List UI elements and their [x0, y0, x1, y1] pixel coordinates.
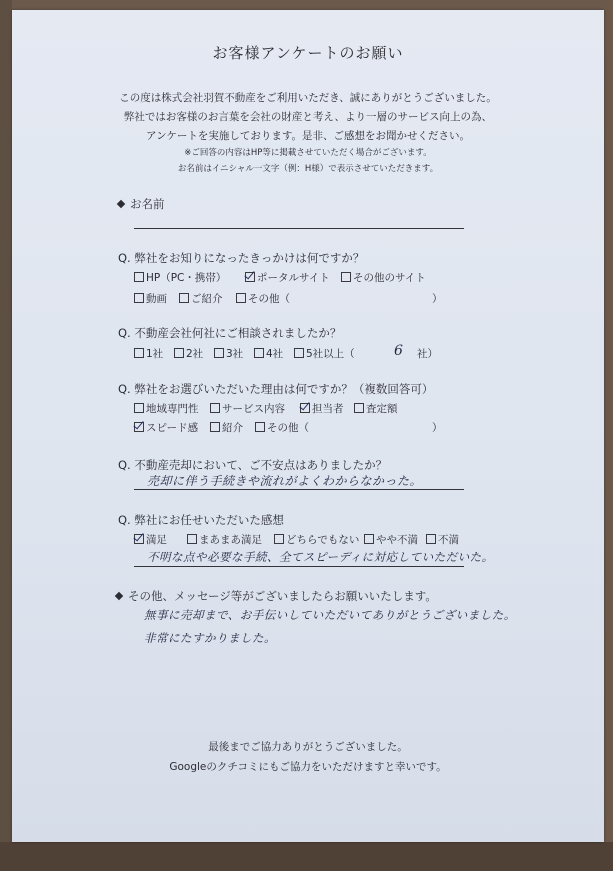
- q3-option-other[interactable]: その他（: [255, 420, 309, 435]
- q2-suffix: 社）: [417, 348, 438, 360]
- checkbox-icon: [364, 534, 374, 544]
- q5-option-satisfied[interactable]: 満足: [134, 532, 167, 547]
- q4-answer-line: [134, 489, 464, 490]
- checkbox-checked-icon: [134, 534, 144, 544]
- checkbox-checked-icon: [300, 403, 310, 413]
- name-label: お名前: [130, 197, 165, 211]
- q3-option-referral[interactable]: 紹介: [210, 420, 243, 435]
- q2-option-1[interactable]: 1社: [134, 346, 163, 361]
- q4-answer[interactable]: 売却に伴う手続きや流れがよくわからなかった。: [147, 474, 423, 488]
- checkbox-icon: [174, 348, 184, 358]
- q2-option-5plus[interactable]: 5社以上（: [294, 346, 355, 361]
- q2-option-4[interactable]: 4社: [254, 346, 283, 361]
- q3-option-local[interactable]: 地域専門性: [134, 401, 199, 416]
- diamond-icon: [117, 200, 125, 208]
- note-line-2: お名前はイニシャル一文字（例：H様）で表示させていただきます。: [177, 164, 439, 174]
- message-line-2[interactable]: 非常にたすかりました。: [144, 631, 276, 645]
- closing-line-1: 最後までご協力ありがとうございました。: [208, 741, 408, 753]
- intro-line-1: この度は株式会社羽賀不動産をご利用いただき、誠にありがとうございました。: [119, 92, 497, 104]
- q3-option-service[interactable]: サービス内容: [210, 401, 285, 416]
- message-line-1[interactable]: 無事に売却まで、お手伝いしていただいてありがとうございました。: [144, 608, 516, 622]
- checkbox-icon: [210, 403, 220, 413]
- q3-option-appraisal[interactable]: 査定額: [354, 401, 398, 416]
- q1-option-other-site[interactable]: その他のサイト: [341, 270, 426, 285]
- intro-line-2: 弊社ではお客様のお言葉を会社の財産と考え、より一層のサービス向上の為、: [123, 111, 493, 123]
- checkbox-icon: [134, 348, 144, 358]
- q5-question: Q. 弊社にお任せいただいた感想: [118, 513, 284, 527]
- checkbox-icon: [341, 272, 351, 282]
- q1-option-video[interactable]: 動画: [134, 291, 167, 306]
- q1-option-other[interactable]: その他（: [236, 291, 290, 306]
- q4-question: Q. 不動産売却において、ご不安点はありましたか？: [118, 458, 388, 472]
- checkbox-icon: [294, 348, 304, 358]
- survey-sheet: [12, 10, 604, 842]
- checkbox-icon: [255, 422, 265, 432]
- checkbox-icon: [254, 348, 264, 358]
- checkbox-checked-icon: [245, 272, 255, 282]
- q2-question: Q. 不動産会社何社にご相談されましたか？: [118, 326, 342, 340]
- q5-answer[interactable]: 不明な点や必要な手続、全てスピーディに対応していただいた。: [147, 550, 494, 564]
- name-field[interactable]: [134, 228, 464, 229]
- q5-answer-line: [134, 566, 464, 567]
- checkbox-icon: [426, 534, 436, 544]
- message-label-row: [116, 588, 437, 604]
- q3-option-staff[interactable]: 担当者: [300, 401, 344, 416]
- q1-option-referral[interactable]: ご紹介: [179, 291, 223, 306]
- page-title: お客様アンケートのお願い: [212, 44, 404, 62]
- checkbox-icon: [134, 403, 144, 413]
- q5-option-neutral[interactable]: どちらでもない: [274, 532, 359, 547]
- q5-option-dissatisfied[interactable]: 不満: [426, 532, 459, 547]
- q5-option-slightly-dissatisfied[interactable]: やや不満: [364, 532, 418, 547]
- q1-option-portal[interactable]: ポータルサイト: [245, 270, 330, 285]
- checkbox-checked-icon: [134, 422, 144, 432]
- checkbox-icon: [236, 293, 246, 303]
- name-label-row: [118, 196, 165, 212]
- background-floor: [0, 842, 613, 871]
- q2-option-3[interactable]: 3社: [214, 346, 243, 361]
- checkbox-icon: [354, 403, 364, 413]
- checkbox-icon: [187, 534, 197, 544]
- checkbox-icon: [214, 348, 224, 358]
- intro-line-3: アンケートを実施しております。是非、ご感想をお聞かせください。: [145, 130, 471, 142]
- background-left: [0, 0, 12, 871]
- checkbox-icon: [210, 422, 220, 432]
- q3-close-paren: ）: [432, 422, 443, 434]
- checkbox-icon: [274, 534, 284, 544]
- q1-question: Q. 弊社をお知りになったきっかけは何ですか？: [118, 251, 365, 265]
- checkbox-icon: [134, 293, 144, 303]
- q2-option-2[interactable]: 2社: [174, 346, 203, 361]
- q5-option-fairly-satisfied[interactable]: まあまあ満足: [187, 532, 262, 547]
- closing-line-2: Googleのクチコミにもご協力をいただけますと幸いです。: [169, 761, 447, 773]
- note-line-1: ※ご回答の内容はHP等に掲載させていただく場合がございます。: [184, 148, 432, 158]
- q1-close-paren: ）: [432, 293, 443, 305]
- diamond-icon: [115, 592, 123, 600]
- message-label: その他、メッセージ等がございましたらお願いいたします。: [128, 589, 437, 603]
- q2-answer[interactable]: 6: [394, 343, 404, 359]
- q1-option-hp[interactable]: HP（PC・携帯）: [134, 270, 226, 285]
- checkbox-icon: [134, 272, 144, 282]
- q3-option-speed[interactable]: スピード感: [134, 420, 198, 435]
- checkbox-icon: [179, 293, 189, 303]
- q3-question: Q. 弊社をお選びいただいた理由は何ですか？（複数回答可）: [118, 382, 434, 396]
